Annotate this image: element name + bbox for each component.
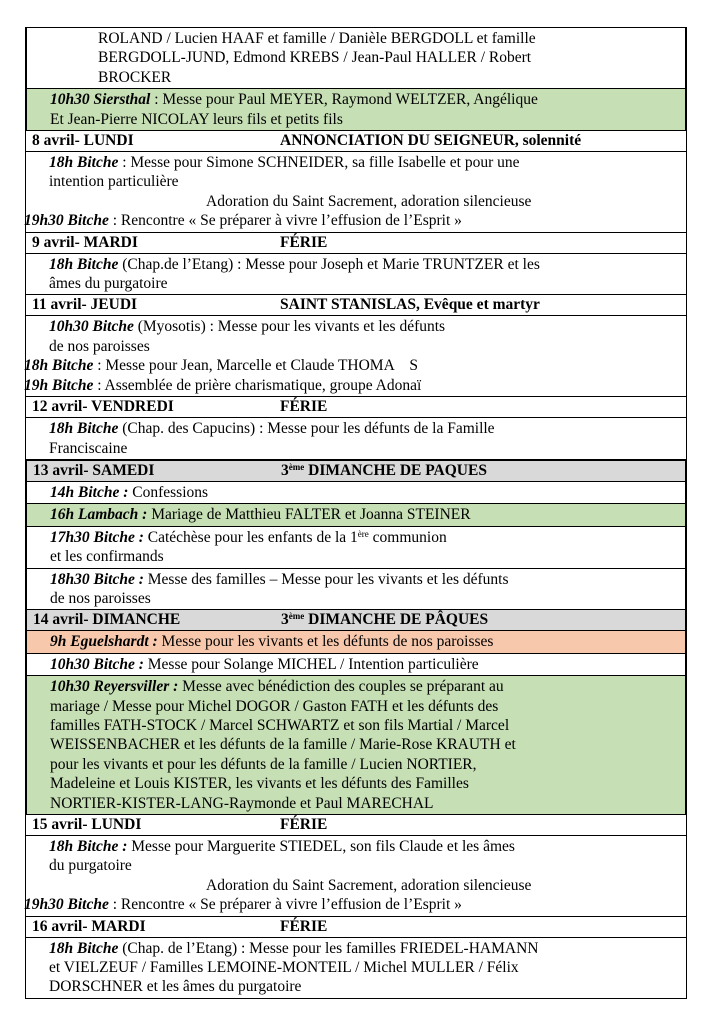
day-title: FÉRIE	[280, 398, 328, 416]
day-header-9-avril	[26, 233, 686, 254]
entry-time: 14h Bitche :	[50, 483, 129, 501]
entry-text: Mariage de Matthieu FALTER et Joanna STEINER	[147, 506, 471, 524]
entry-text: Et Jean-Pierre NICOLAY leurs fils et petits fils	[50, 110, 343, 128]
reyersviller-entry	[27, 676, 685, 814]
entry-text: intention particulière	[49, 173, 179, 191]
entry-text: familles FATH-STOCK / Marcel SCHWARTZ et son fils Martial / Marcel	[50, 716, 510, 734]
entry-text: DORSCHNER et les âmes du purgatoire	[49, 978, 302, 996]
day-header-15-avril	[26, 815, 686, 836]
entry-time: 9h Eguelshardt :	[50, 633, 158, 651]
entry-time: 19h Bitche	[24, 376, 94, 394]
day-date: 16 avril- MARDI	[32, 917, 146, 935]
confession-entry	[27, 482, 685, 504]
entry-text: Messe des familles – Messe pour les vivants et les défunts	[143, 570, 509, 588]
day-date: 11 avril- JEUDI	[32, 296, 138, 314]
entry-text: Messe avec bénédiction des couples se préparant au	[178, 678, 504, 696]
day-title: 3ème DIMANCHE DE PAQUES	[281, 461, 487, 479]
day-header-13-avril	[27, 461, 685, 482]
entry-text: Messe pour Marguerite STIEDEL, son fils Claude et les âmes	[127, 838, 515, 855]
day-date: 15 avril- LUNDI	[32, 816, 142, 833]
entry-text: (Chap.de l’Etang) : Messe pour Joseph et Marie TRUNTZER et les	[118, 255, 540, 273]
entry-text: Messe pour Solange MICHEL / Intention particulière	[143, 655, 479, 673]
entry-time: 17h30 Bitche :	[50, 528, 144, 546]
entry-time: 10h30 Bitche	[49, 318, 134, 336]
entry-text: de nos paroisses	[50, 589, 151, 607]
day-date: 14 avril- DIMANCHE	[33, 611, 181, 629]
wedding-entry	[27, 504, 685, 526]
continuation-line: ROLAND / Lucien HAAF et famille / Danièle BERGDOLL et famille	[98, 30, 536, 47]
day-date: 12 avril- VENDREDI	[32, 398, 174, 416]
entry-time: 16h Lambach :	[50, 506, 148, 524]
day-title: 3ème DIMANCHE DE PÂQUES	[281, 611, 489, 629]
entry-text: NORTIER-KISTER-LANG-Raymonde et Paul MARECHAL	[50, 794, 434, 812]
entry-text: mariage / Messe pour Michel DOGOR / Gaston FATH et les défunts des	[50, 697, 499, 715]
entry-time: 19h30 Bitche	[24, 896, 109, 914]
entry-time: 19h30 Bitche	[24, 212, 109, 230]
saturday-block	[25, 460, 687, 610]
entry-text: Catéchèse pour les enfants de la 1	[143, 528, 358, 546]
entry-text: Confessions	[128, 483, 209, 501]
entry-text: pour les vivants et pour les défunts de la famille / Lucien NORTIER,	[50, 755, 477, 773]
day-title: SAINT STANISLAS, Evêque et martyr	[280, 296, 540, 314]
entry-time: 10h30 Bitche :	[50, 655, 144, 673]
entry-time: 18h30 Bitche :	[50, 570, 144, 588]
day-entries-9-avril	[26, 254, 686, 296]
mass-entry-siersthal	[25, 89, 687, 131]
entry-time: 10h30 Siersthal	[50, 91, 151, 109]
day-entries-16-avril	[26, 938, 686, 999]
entry-text: (Chap. de l’Etang) : Messe pour les familles FRIEDEL-HAMANN	[118, 939, 539, 957]
entry-time: 18h Bitche	[49, 255, 119, 273]
entry-text: de nos paroisses	[49, 337, 150, 355]
entry-text: Franciscaine	[49, 439, 128, 457]
day-header-8-avril	[26, 131, 686, 152]
day-entries-8-avril	[26, 152, 686, 233]
day-date: 13 avril- SAMEDI	[33, 461, 155, 479]
entry-time: 18h Bitche	[49, 420, 119, 438]
entry-text: : Messe pour Paul MEYER, Raymond WELTZER, Angélique	[150, 91, 538, 109]
entry-text: (Myosotis) : Messe pour les vivants et les défunts	[133, 318, 446, 336]
day-header-14-avril	[27, 610, 685, 631]
bitche-sunday-entry	[27, 654, 685, 676]
day-title: ANNONCIATION DU SEIGNEUR, solennité	[280, 132, 582, 150]
entry-text: et les confirmands	[50, 548, 164, 566]
day-header-11-avril	[26, 295, 686, 316]
adoration-note: Adoration du Saint Sacrement, adoration silencieuse	[206, 192, 532, 210]
eguelshardt-entry	[27, 631, 685, 653]
entry-text: du purgatoire	[49, 857, 132, 875]
entry-text: Madeleine et Louis KISTER, les vivants et les défunts des Familles	[50, 775, 469, 793]
entry-text: : Rencontre « Se préparer à vivre l’effusion de l’Esprit »	[108, 212, 462, 230]
sunday-block	[25, 610, 687, 815]
day-date: 9 avril- MARDI	[32, 233, 138, 251]
entry-text: (Chap. des Capucins) : Messe pour les défunts de la Famille	[118, 420, 495, 438]
entry-time: 10h30 Reyersviller :	[50, 678, 179, 696]
continuation-entry	[25, 27, 687, 89]
entry-time: 18h Bitche	[24, 357, 94, 375]
day-header-12-avril	[26, 397, 686, 418]
continuation-line: BERGDOLL-JUND, Edmond KREBS / Jean-Paul HALLER / Robert	[98, 49, 532, 67]
day-entries-11-avril	[26, 316, 686, 397]
entry-text: Messe pour les vivants et les défunts de nos paroisses	[157, 633, 494, 651]
adoration-note: Adoration du Saint Sacrement, adoration silencieuse	[206, 876, 532, 894]
day-entries-12-avril	[26, 418, 686, 460]
day-date: 8 avril- LUNDI	[32, 132, 134, 150]
catechesis-entry: 17h30 Bitche : Catéchèse pour les enfants de la 1ère communion et les confirmands	[27, 527, 685, 569]
entry-text: : Messe pour Jean, Marcelle et Claude THOMA S	[93, 357, 419, 375]
entry-time: 18h Bitche :	[49, 838, 128, 855]
entry-text: WEISSENBACHER et les défunts de la famille / Marie-Rose KRAUTH et	[50, 736, 516, 754]
entry-text: : Assemblée de prière charismatique, groupe Adonaï	[93, 376, 422, 394]
entry-text: et VIELZEUF / Familles LEMOINE-MONTEIL / Michel MULLER / Félix	[49, 959, 519, 977]
day-entries-15-avril	[26, 836, 686, 917]
entry-text: âmes du purgatoire	[49, 275, 168, 293]
day-title: FÉRIE	[280, 917, 328, 935]
day-title: FÉRIE	[280, 816, 328, 833]
day-title: FÉRIE	[280, 233, 328, 251]
family-mass-entry	[27, 569, 685, 610]
continuation-line: BROCKER	[98, 68, 172, 86]
entry-time: 18h Bitche	[49, 154, 119, 172]
parish-schedule	[25, 27, 687, 999]
day-header-16-avril	[26, 917, 686, 938]
entry-text: : Rencontre « Se préparer à vivre l’effusion de l’Esprit »	[108, 896, 462, 914]
entry-text: : Messe pour Simone SCHNEIDER, sa fille Isabelle et pour une	[118, 154, 520, 172]
entry-time: 18h Bitche	[49, 939, 119, 957]
